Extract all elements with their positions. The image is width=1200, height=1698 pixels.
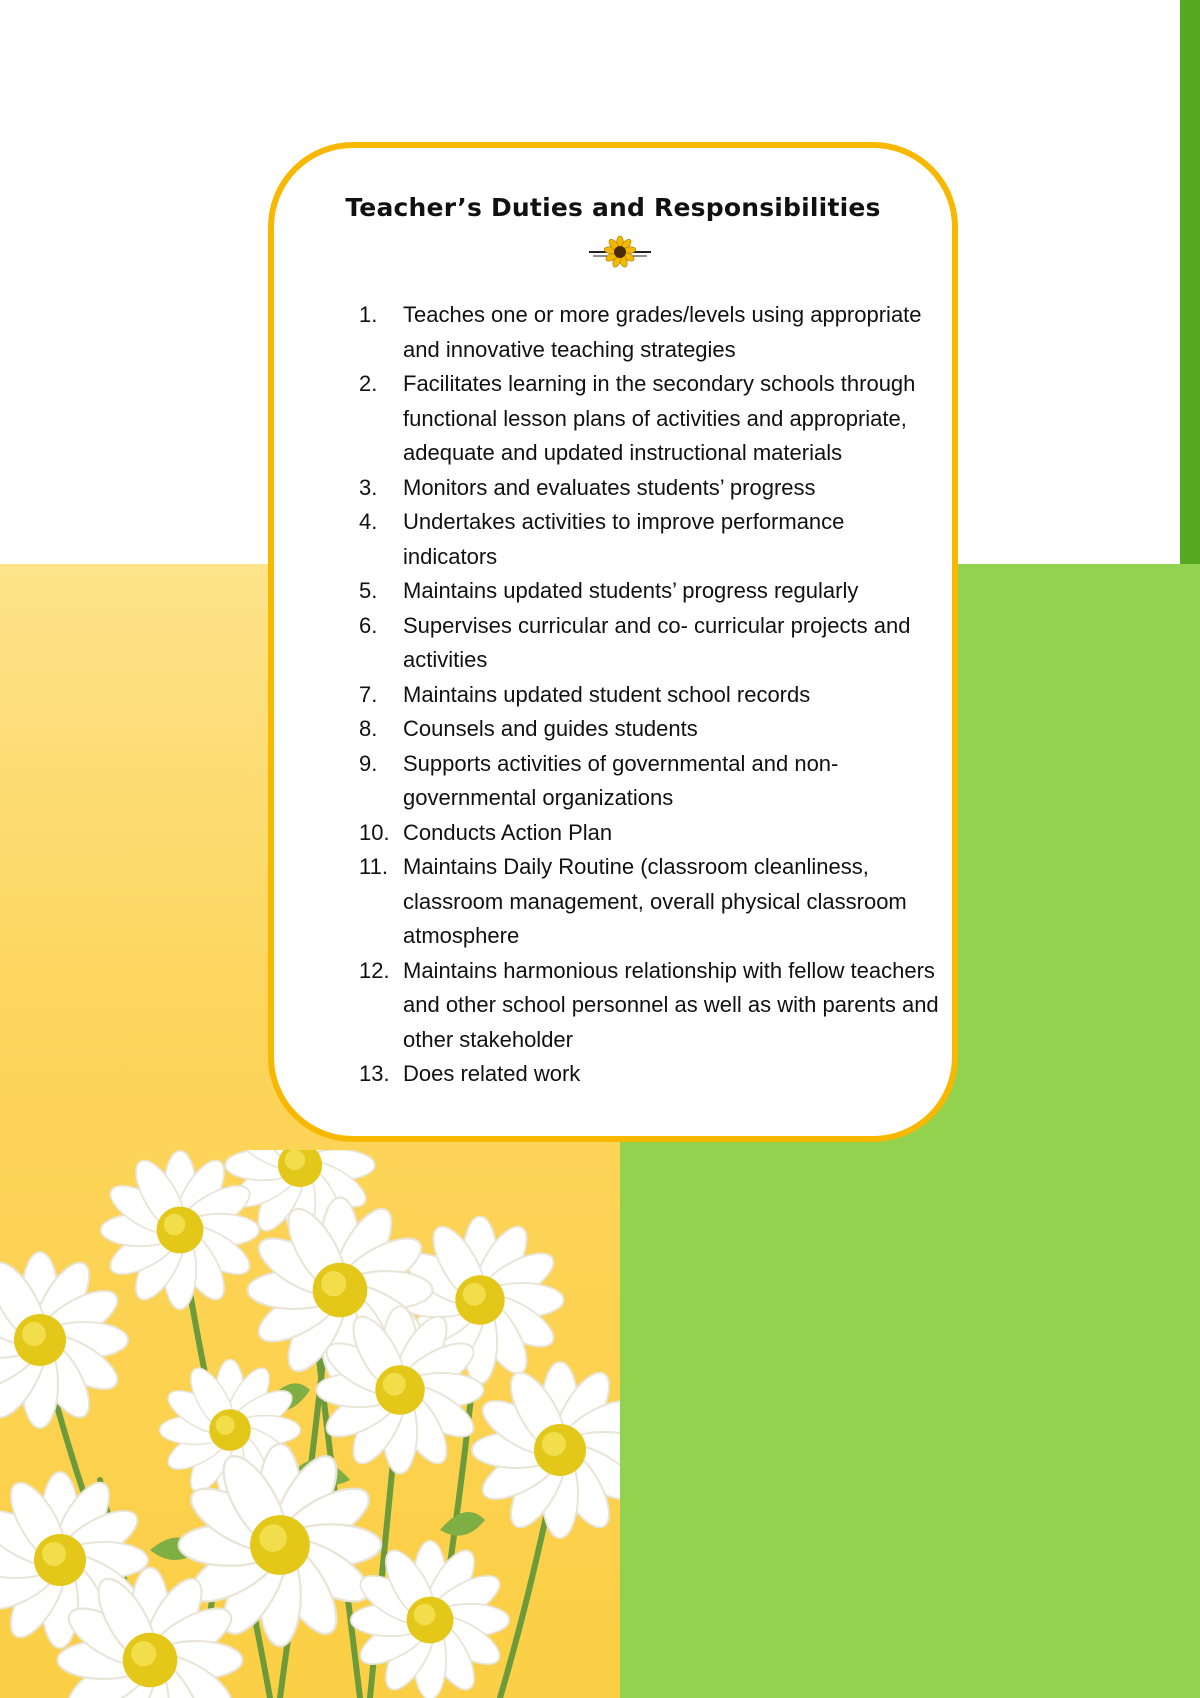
list-item bbox=[359, 471, 939, 506]
list-item bbox=[359, 367, 939, 471]
list-item-number: 6. bbox=[359, 612, 378, 638]
list-item-number: 1. bbox=[359, 302, 378, 327]
list-item-number: 11. bbox=[359, 854, 388, 879]
list-item-number: 4. bbox=[359, 509, 378, 534]
list-item-text: Undertakes activities to improve performance indicators bbox=[403, 509, 845, 569]
list-item-number: 10. bbox=[359, 819, 390, 845]
list-item bbox=[359, 747, 939, 816]
list-item-number: 5. bbox=[359, 578, 378, 603]
duties-card bbox=[268, 142, 958, 1142]
list-item-text: Facilitates learning in the secondary schools through functional lesson plans of activities and appropriate, adequate and updated instructional materials bbox=[403, 371, 916, 465]
list-item bbox=[359, 816, 939, 851]
list-item-number: 3. bbox=[359, 474, 378, 500]
list-item-text: Does related work bbox=[403, 1061, 581, 1086]
list-item bbox=[359, 712, 939, 747]
list-item bbox=[359, 1057, 939, 1092]
list-item-text: Teaches one or more grades/levels using appropriate and innovative teaching strategies bbox=[403, 302, 922, 362]
list-item bbox=[359, 954, 939, 1058]
list-item-number: 9. bbox=[359, 750, 378, 776]
list-item-text: Supervises curricular and co- curricular projects and activities bbox=[403, 612, 911, 672]
list-item-text: Maintains harmonious relationship with fellow teachers and other school personnel as well as with parents and other stakeholder bbox=[403, 957, 939, 1052]
list-item bbox=[359, 298, 939, 367]
list-item-number: 8. bbox=[359, 716, 378, 741]
list-item-text: Maintains updated student school records bbox=[403, 681, 811, 707]
list-item-number: 2. bbox=[359, 371, 378, 396]
list-item-text: Counsels and guides students bbox=[403, 716, 698, 741]
sunflower-divider-icon bbox=[589, 235, 651, 269]
green-edge-strip bbox=[1180, 0, 1200, 564]
duties-list bbox=[359, 298, 939, 1092]
list-item-number: 7. bbox=[359, 681, 378, 707]
list-item bbox=[359, 574, 939, 609]
list-item-number: 12. bbox=[359, 957, 390, 983]
list-item-text: Conducts Action Plan bbox=[403, 819, 613, 845]
list-item bbox=[359, 850, 939, 954]
list-item-text: Maintains Daily Routine (classroom cleanliness, classroom management, overall physical classroom atmosphere bbox=[403, 854, 907, 948]
list-item bbox=[359, 505, 939, 574]
list-item-text: Supports activities of governmental and non-governmental organizations bbox=[403, 750, 839, 810]
list-item bbox=[359, 609, 939, 678]
page-title: Teacher’s Duties and Responsibilities bbox=[345, 193, 881, 222]
daisy-flowers-illustration bbox=[0, 1150, 620, 1698]
list-item-number: 13. bbox=[359, 1061, 390, 1086]
list-item bbox=[359, 678, 939, 713]
list-item-text: Monitors and evaluates students’ progress bbox=[403, 474, 816, 500]
list-item-text: Maintains updated students’ progress regularly bbox=[403, 578, 859, 603]
